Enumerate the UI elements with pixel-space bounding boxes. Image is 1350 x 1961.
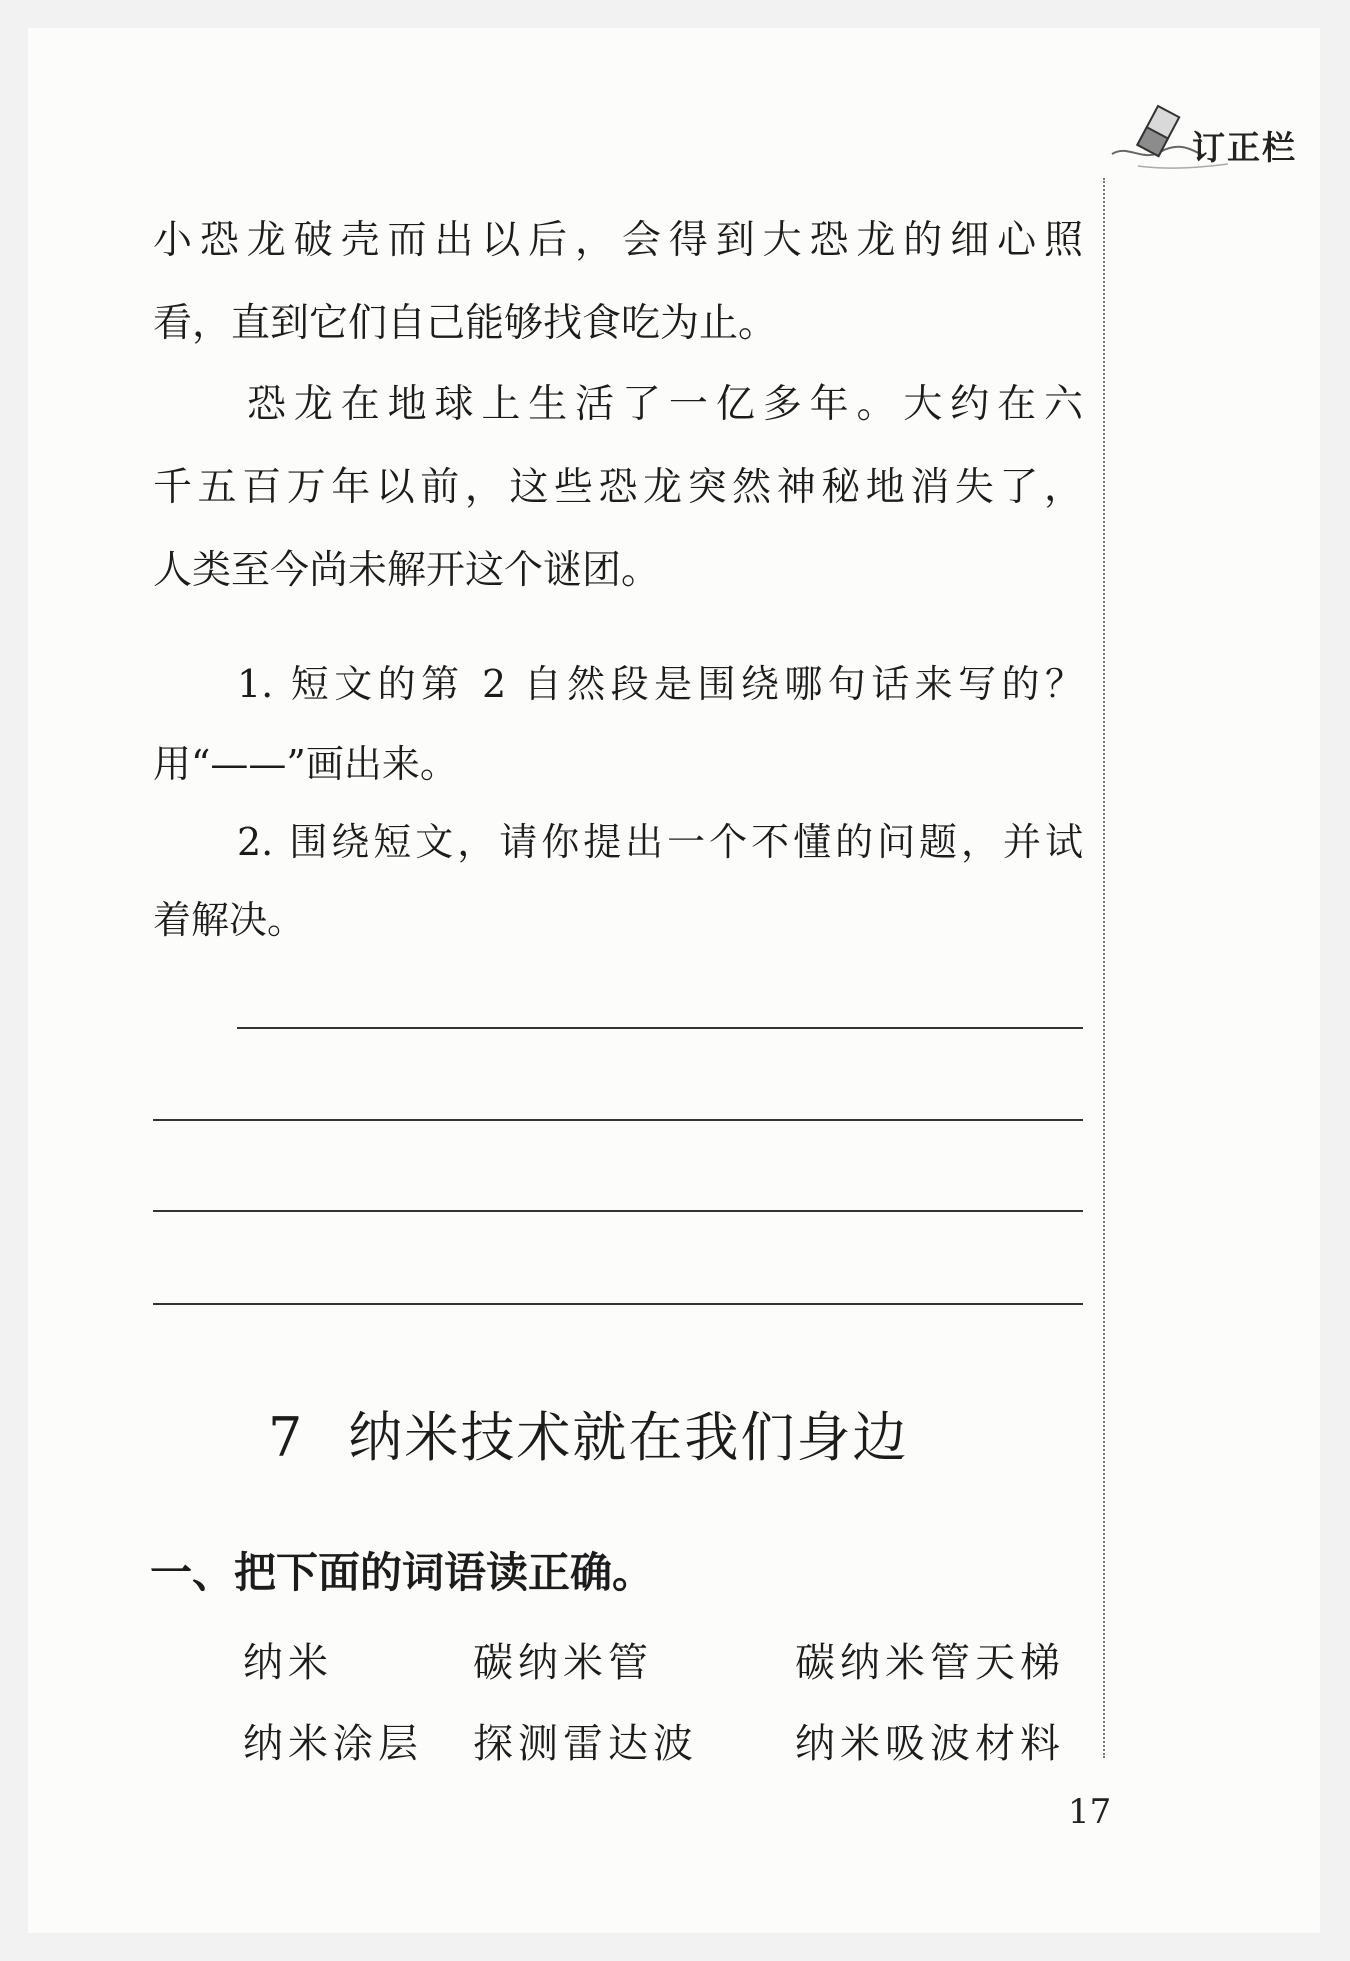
- passage-line: 恐龙在地球上生活了一亿多年。大约在六: [247, 382, 1083, 427]
- question-1-continued: 用“——”画出来。: [153, 742, 458, 786]
- passage-line: 人类至今尚未解开这个谜团。: [153, 548, 661, 593]
- vocab-word: 碳纳米管天梯: [795, 1640, 1065, 1686]
- section-heading: 一、把下面的词语读正确。: [150, 1548, 655, 1597]
- vocab-word: 纳米涂层: [243, 1721, 423, 1767]
- correction-column-header: [1108, 98, 1323, 178]
- passage-line: 看，直到它们自己能够找食吃为止。: [153, 301, 778, 346]
- vocab-word: 纳米吸波材料: [795, 1721, 1065, 1767]
- lesson-title: [268, 1395, 908, 1472]
- passage-line: 小恐龙破壳而出以后，会得到大恐龙的细心照: [153, 218, 1083, 263]
- answer-line[interactable]: [237, 1027, 1083, 1029]
- lesson-number: 7: [268, 1406, 305, 1469]
- correction-column-label: 订正栏: [1192, 128, 1297, 167]
- lesson-title-text: 纳米技术就在我们身边: [348, 1406, 909, 1469]
- vocab-word: 碳纳米管: [473, 1640, 653, 1686]
- question-2: 2. 围绕短文，请你提出一个不懂的问题，并试: [237, 820, 1083, 864]
- margin-divider: [1103, 178, 1105, 1758]
- answer-line[interactable]: [153, 1119, 1083, 1121]
- vocab-word: 探测雷达波: [473, 1721, 698, 1767]
- question-2-continued: 着解决。: [153, 898, 306, 942]
- vocab-word: 纳米: [243, 1640, 333, 1686]
- question-1: 1. 短文的第 2 自然段是围绕哪句话来写的？: [237, 662, 1083, 706]
- answer-line[interactable]: [153, 1303, 1083, 1305]
- page-number: 17: [1068, 1792, 1112, 1832]
- answer-line[interactable]: [153, 1210, 1083, 1212]
- passage-line: 千五百万年以前，这些恐龙突然神秘地消失了，: [153, 465, 1083, 510]
